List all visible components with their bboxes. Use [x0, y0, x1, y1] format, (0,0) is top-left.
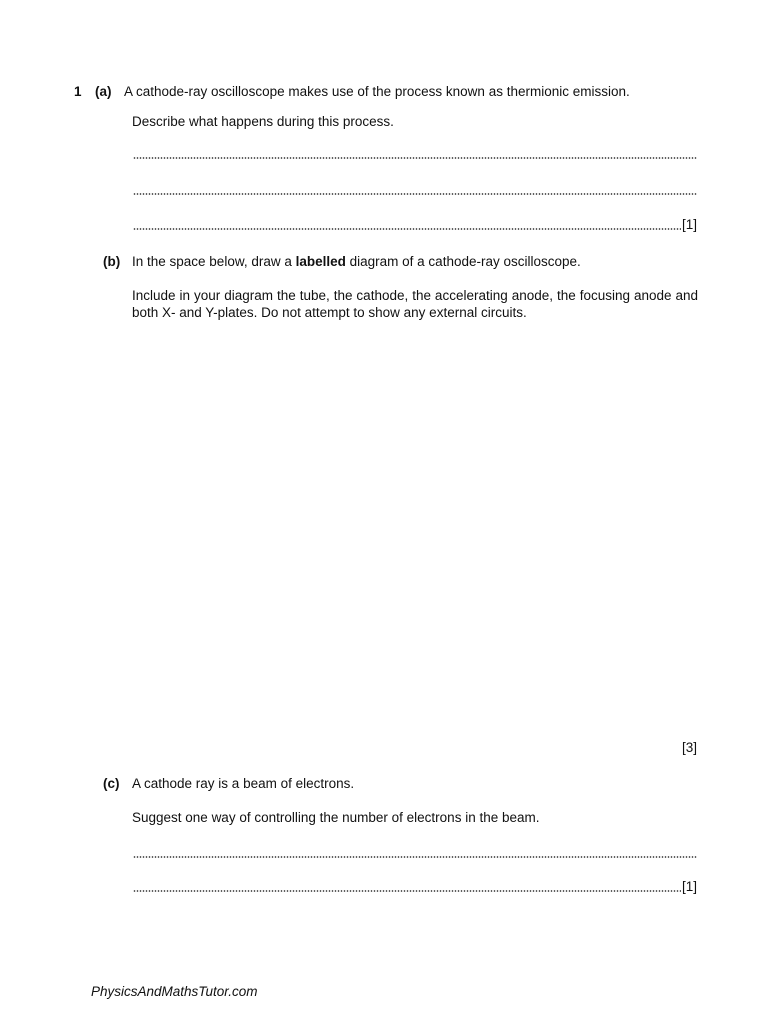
part-b-stem-before: In the space below, draw a — [132, 254, 296, 269]
footer-source: PhysicsAndMathsTutor.com — [91, 984, 258, 999]
part-a-mark: [1] — [681, 217, 697, 232]
part-c-stem: A cathode ray is a beam of electrons. — [132, 776, 355, 791]
diagram-drawing-area[interactable] — [132, 330, 698, 730]
answer-line-c2[interactable] — [133, 879, 697, 895]
answer-line-a3[interactable] — [133, 217, 697, 233]
dotted-rule — [133, 890, 681, 892]
part-a-stem: A cathode-ray oscilloscope makes use of the process known as thermionic emission. — [124, 84, 630, 99]
part-c-prompt: Suggest one way of controlling the number of electrons in the beam. — [132, 810, 540, 825]
dotted-rule — [133, 856, 697, 858]
answer-line-a1[interactable] — [133, 146, 697, 162]
part-b-stem-after: diagram of a cathode-ray oscilloscope. — [345, 254, 581, 269]
part-b-stem — [132, 254, 581, 269]
question-number: 1 — [74, 84, 82, 99]
dotted-rule — [133, 193, 697, 195]
part-a-label: (a) — [95, 84, 112, 99]
part-b-stem-bold: labelled — [295, 254, 346, 269]
part-a-prompt: Describe what happens during this process. — [132, 114, 394, 129]
part-b-label: (b) — [103, 254, 121, 269]
dotted-rule — [133, 157, 697, 159]
part-c-mark: [1] — [681, 879, 697, 894]
part-c-label: (c) — [103, 776, 120, 791]
dotted-rule — [133, 228, 681, 230]
part-b-mark: [3] — [681, 740, 697, 755]
answer-line-a2[interactable] — [133, 182, 697, 198]
part-b-instructions: Include in your diagram the tube, the cathode, the accelerating anode, the focusing anode and both X- and Y-plates. Do not attempt to show any external circuits. — [132, 288, 698, 320]
answer-line-c1[interactable] — [133, 845, 697, 861]
